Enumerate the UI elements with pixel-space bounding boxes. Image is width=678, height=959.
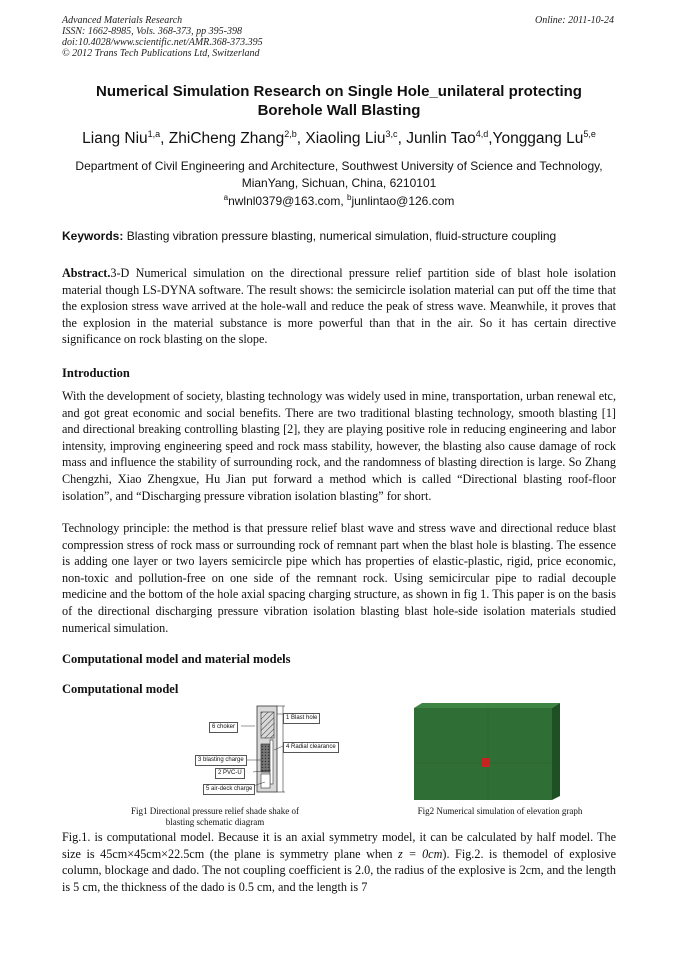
explosive-charge xyxy=(481,758,489,767)
affiliation-line-2: MianYang, Sichuan, China, 6210101 xyxy=(241,176,437,190)
air-deck xyxy=(261,774,270,788)
author-name: ZhiCheng Zhang xyxy=(168,130,285,148)
title-line-2: Borehole Wall Blasting xyxy=(257,102,421,119)
copyright: © 2012 Trans Tech Publications Ltd, Switzerland xyxy=(62,48,260,59)
figure-1-caption xyxy=(90,806,340,828)
email-a[interactable]: nwlnl0379@163.com, xyxy=(228,194,347,208)
intro-paragraph-2: Technology principle: the method is that pressure relief blast wave and stress wave and directional reduce blast compression stress of rock mass or surrounding rock of remnant part when the blast hole is blasting. The essence is adding one layer or two layers semicircle pipe which has properties of elastic-plastic, rigid, price economic, non-toxic and pollution-free on one side of the remnant rock. Using semicircular pipe to radial decouple medicine and the bottom of the hole axial spacing charging structure, as shown in fig 1. This paper is on the basis of the directional discharging pressure vibration isolation blasting blast hole-side isolation materials studied numerical simulation. xyxy=(62,521,616,635)
author-sup: 2,b xyxy=(284,129,297,139)
fig1-label: 4 Radial clearance xyxy=(283,742,339,753)
doi[interactable]: doi:10.4028/www.scientific.net/AMR.368-373.395 xyxy=(62,37,263,48)
author-name: Liang Niu xyxy=(82,130,148,148)
figure-2 xyxy=(410,700,570,802)
fig1-label: 1 Blast hole xyxy=(283,713,320,724)
intro-heading: Introduction xyxy=(62,366,130,380)
fig2-model xyxy=(410,700,570,802)
fig1-label: 6 choker xyxy=(209,722,238,733)
keywords xyxy=(62,229,616,243)
author-list: Liang Niu$^{1,a}$, ZhiCheng Zhang$^{2,b}$, Xiaoling Liu$^{3,c}$, Junlin Tao$^{4,d}$,Yonggang Lu$^{5,e}$ xyxy=(82,129,596,148)
fig1-caption-line-2: blasting schematic diagram xyxy=(165,817,265,827)
email-b[interactable]: junlintao@126.com xyxy=(351,194,455,208)
abstract-text: 3-D Numerical simulation on the directional pressure relief partition side of blast hole isolation material though LS-DYNA software. The result shows: the semicircle isolation material can put off the time that the explosion stress wave arrived at the hole-wall and reduce the peak of stress wave. Meanwhile, it proves that the explosion in the material substance is more powerful than that in the air. So it has certain directive significance on rock blasting on the slope. xyxy=(62,266,616,347)
issn: ISSN: 1662-8985, Vols. 368-373, pp 395-398 xyxy=(62,26,242,37)
model-top-face xyxy=(414,703,560,708)
math-expression: z = 0cm xyxy=(398,846,443,861)
title-line-1: Numerical Simulation Research on Single Hole_unilateral protecting xyxy=(96,83,582,100)
author-sup: 3,c xyxy=(385,129,398,139)
body-text-2: ). Fig.2. is themodel of explosive column, blockage and dado. The not coupling coefficient is 2.0, the radius of the explosive is 2cm, and the length is 5 cm, the thickness of the dado is 0.5 cm, and the length is 7 xyxy=(62,846,616,894)
author-name: Yonggang Lu xyxy=(492,130,584,148)
figure-1 xyxy=(195,700,340,802)
journal-name: Advanced Materials Research xyxy=(62,15,183,26)
email-sup: a xyxy=(223,193,229,202)
fig1-caption-line-1: Fig1 Directional pressure relief shade shake of xyxy=(131,806,299,816)
keywords-text: Blasting vibration pressure blasting, numerical simulation, fluid-structure coupling xyxy=(123,229,557,243)
subsection-heading: Computational model xyxy=(62,682,179,696)
keywords-label: Keywords: xyxy=(62,229,124,243)
body-paragraph xyxy=(62,829,616,895)
email-sup: b xyxy=(347,193,352,202)
online-date: Online: 2011-10-24 xyxy=(535,15,614,26)
intro-paragraph-1: With the development of society, blasting technology was widely used in mine, transportation, urban renewal etc, and got great economic and social benefits. There are two traditional blasting technology, smooth blasting [1] and directional breaking controlling blasting [2], they are playing positive role in reducing engineering and labor intensity, improving engineering speed and rock mass stability, however, the blasting also cause damage of rock mass and influence the stability of surrounding rock, and the randomness of blasting direction is large. So Zhang Chengzhi, Xiao Zhengxue, Hu Jian put forward a method which is called “Directional blasting roof-floor isolation”, and “Discharging pressure vibration isolation blasting” for short. xyxy=(62,389,616,503)
body-text-1: Fig.1. is computational model. Because it is an axial symmetry model, it can be calculated by half model. The size is 45cm×45cm×22.5cm (the plane is symmetry plane when xyxy=(62,830,616,861)
emails xyxy=(62,193,616,208)
affiliation xyxy=(62,158,616,192)
figure-2-caption: Fig2 Numerical simulation of elevation graph xyxy=(417,806,583,816)
abstract-label: Abstract. xyxy=(62,266,111,280)
blasting-charge xyxy=(261,744,270,772)
model-side-face xyxy=(552,703,560,800)
model-front-face xyxy=(414,708,552,800)
author-sup: 1,a xyxy=(147,129,161,139)
pvc-pipe xyxy=(270,740,273,784)
author-sup: 4,d xyxy=(475,129,489,139)
fig1-label: 5 air-deck charge xyxy=(203,784,255,795)
fig1-label: 2 PVC-U xyxy=(215,768,245,779)
abstract xyxy=(62,265,616,348)
author-name: Junlin Tao xyxy=(406,130,476,148)
author-name: Xiaoling Liu xyxy=(305,130,386,148)
paper-title xyxy=(62,82,616,120)
fig1-label: 3 blasting charge xyxy=(195,755,247,766)
section-heading: Computational model and material models xyxy=(62,652,291,666)
journal-header xyxy=(62,15,263,59)
affiliation-line-1: Department of Civil Engineering and Architecture, Southwest University of Science and Technology, xyxy=(75,159,603,173)
author-sup: 5,e xyxy=(583,129,596,139)
choker-plug xyxy=(261,712,274,738)
